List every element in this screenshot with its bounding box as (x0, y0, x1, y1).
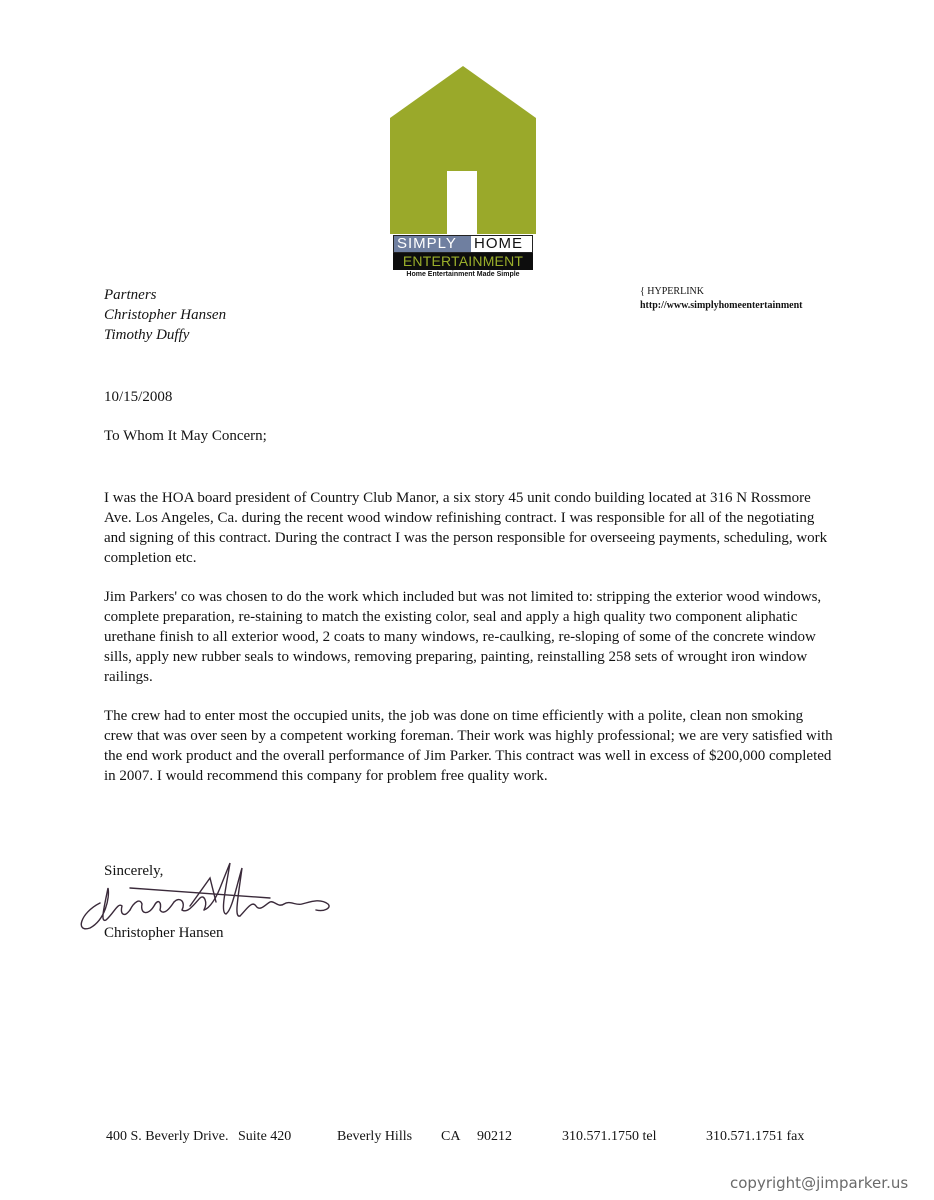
partners-block (104, 285, 226, 345)
body-paragraph-2: Jim Parkers' co was chosen to do the work which included but was not limited to: stripping the exterior wood windows, complete preparation, re-staining to match the existing color, seal and apply a high quality two component aliphatic urethane finish to all exterior wood, 2 coats to many windows, re-caulking, re-sloping of some of the concrete window sills, apply new rubber seals to windows, removing preparing, painting, reinstalling 258 sets of wrought iron window railings. (104, 589, 822, 685)
body-paragraph-3: The crew had to enter most the occupied units, the job was done on time efficiently with a polite, clean non smoking crew that was over seen by a competent working foreman. Their work was highly professional; we are very satisfied with the end work product and the overall performance of Jim Parker. This contract was well in excess of $200,000 completed in 2007. I would recommend this company for problem free quality work. (104, 708, 833, 784)
partner-name: Christopher Hansen (104, 307, 227, 323)
brand-entertainment: ENTERTAINMENT (393, 253, 533, 270)
company-logo (390, 66, 536, 282)
footer-tel: 310.571.1750 tel (562, 1129, 657, 1144)
salutation: To Whom It May Concern; (104, 428, 267, 444)
website-block (640, 285, 803, 313)
footer-state: CA (441, 1129, 461, 1144)
brand-home: HOME (471, 236, 532, 252)
house-icon (390, 66, 536, 236)
brand-tagline: Home Entertainment Made Simple (406, 271, 520, 278)
footer-address (106, 1129, 804, 1145)
hyperlink-field-code: { HYPERLINK (640, 286, 704, 297)
closing: Sincerely, (104, 863, 164, 879)
footer-fax: 310.571.1751 fax (706, 1129, 805, 1144)
brand-name-row (393, 235, 533, 253)
copyright-watermark: copyright@jimparker.us (730, 1174, 909, 1192)
body-paragraph-1: I was the HOA board president of Country Club Manor, a six story 45 unit condo building located at 316 N Rossmore Ave. Los Angeles, Ca. during the recent wood window refinishing contract. I was responsible for all of the negotiating and signing of this contract. During the contract I was the person responsible for overseeing payments, scheduling, work completion etc. (104, 490, 828, 566)
website-link[interactable]: http://www.simplyhomeentertainment (640, 300, 803, 311)
footer-zip: 90212 (477, 1129, 512, 1144)
signer-name: Christopher Hansen (104, 925, 224, 941)
brand-simply: SIMPLY (394, 236, 471, 252)
footer-suite: Suite 420 (238, 1129, 292, 1144)
footer-city: Beverly Hills (337, 1129, 413, 1144)
letter-date: 10/15/2008 (104, 389, 173, 405)
footer-street: 400 S. Beverly Drive. (106, 1129, 229, 1144)
partners-label: Partners (104, 287, 157, 303)
partner-name: Timothy Duffy (104, 327, 190, 343)
